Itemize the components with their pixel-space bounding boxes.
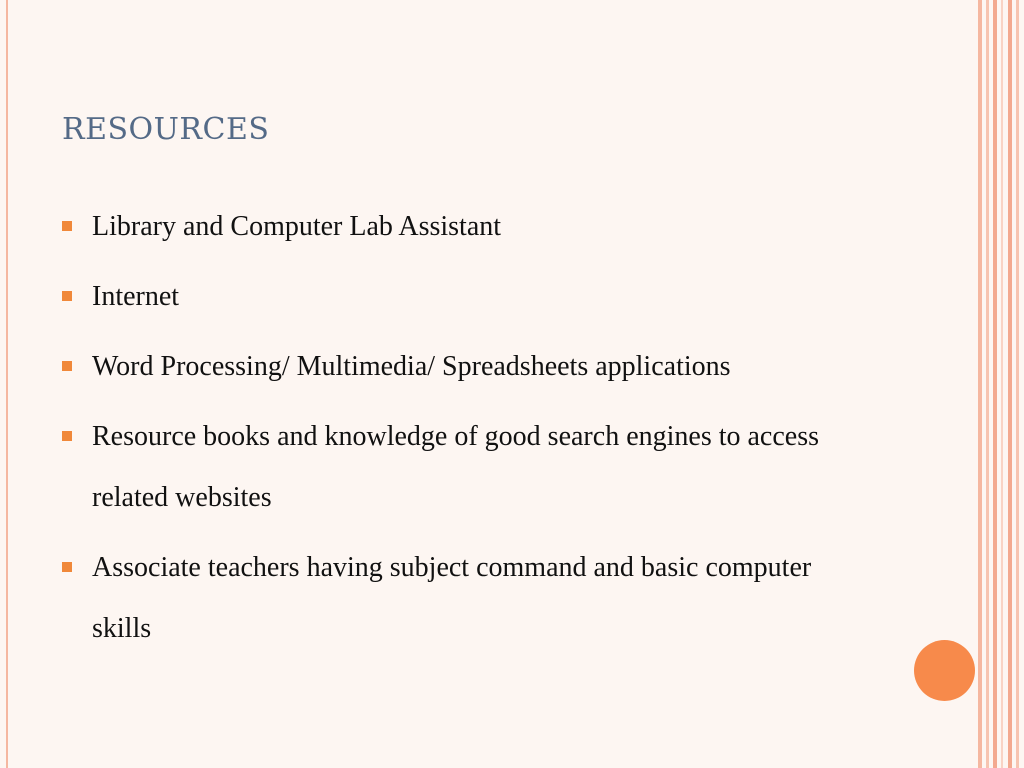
list-item [62,266,892,327]
list-item [62,196,892,257]
list-item [62,537,852,659]
list-item [62,406,872,528]
right-stripe [1008,0,1012,768]
left-border-line [6,0,8,768]
slide-title: RESOURCES [62,112,270,147]
right-stripe [986,0,989,768]
list-item-text: Word Processing/ Multimedia/ Spreadsheets applications [92,351,731,382]
square-bullet-icon [62,221,72,231]
list-item [62,336,892,397]
list-item-text: Resource books and knowledge of good search engines to access related websites [92,421,820,513]
right-stripe [1016,0,1019,768]
right-stripe [993,0,997,768]
square-bullet-icon [62,361,72,371]
list-item-text: Associate teachers having subject command and basic computer skills [92,552,812,644]
decorative-circle [914,640,975,701]
square-bullet-icon [62,431,72,441]
bullet-list [62,196,892,668]
list-item-text: Library and Computer Lab Assistant [92,211,502,242]
right-stripe [1001,0,1003,768]
square-bullet-icon [62,291,72,301]
list-item-text: Internet [92,281,180,312]
right-stripe [978,0,982,768]
square-bullet-icon [62,562,72,572]
